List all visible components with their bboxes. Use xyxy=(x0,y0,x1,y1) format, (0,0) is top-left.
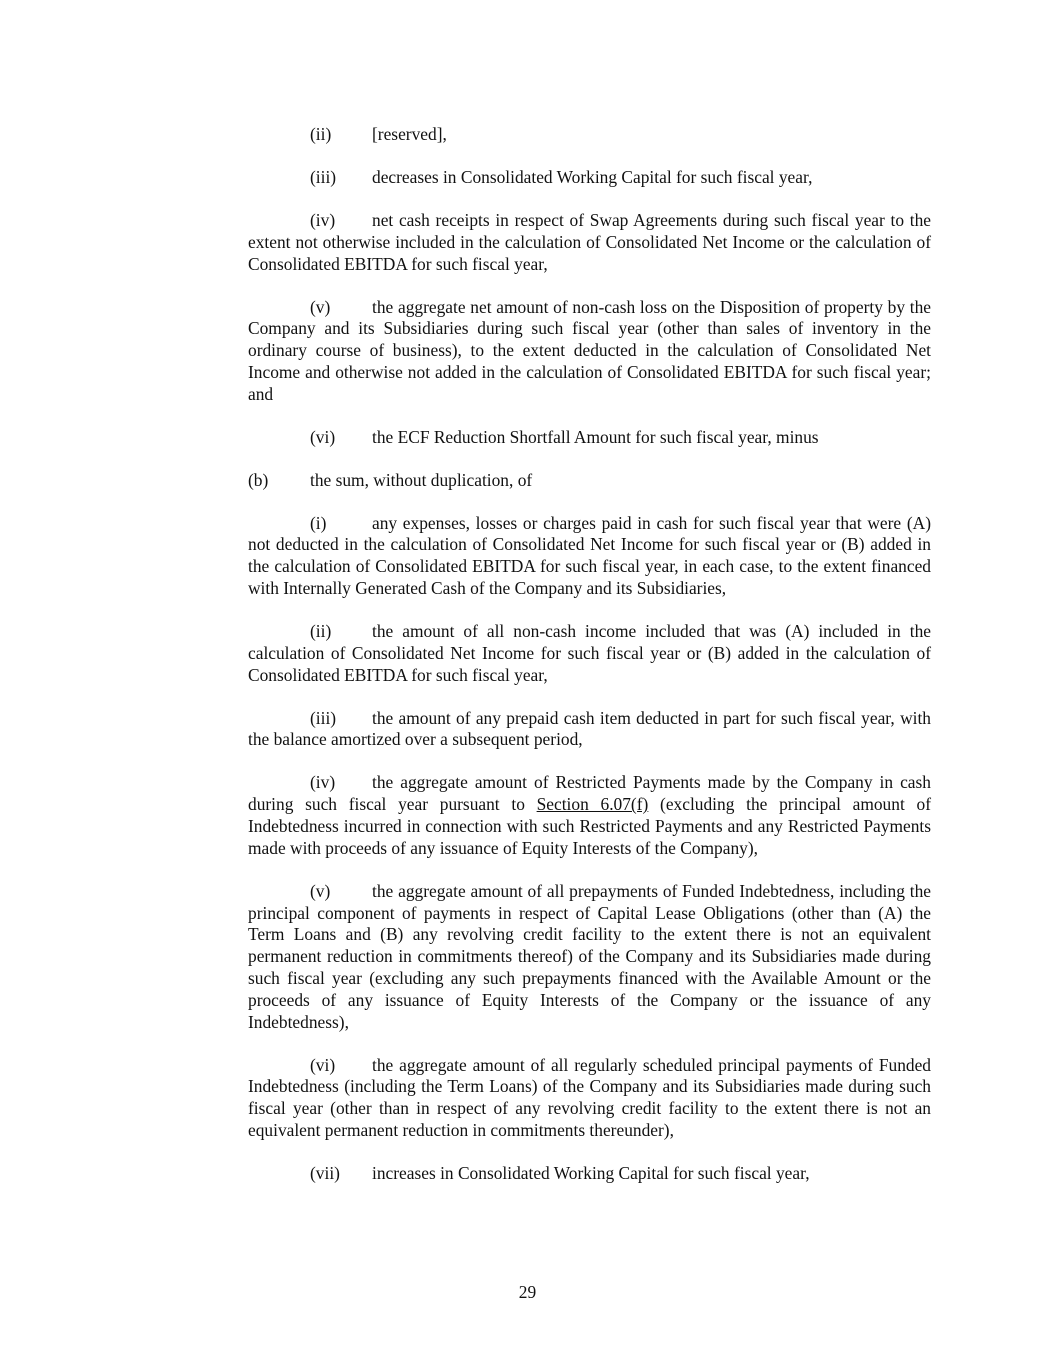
clause-number: (iv) xyxy=(310,772,336,793)
clause-text: the amount of any prepaid cash item deducted in part for such fiscal year, with the balance amortized over a subsequent period, xyxy=(248,707,931,750)
clause-text: decreases in Consolidated Working Capital for such fiscal year, xyxy=(372,166,813,187)
clause-text-after: (excluding the principal amount of Indebtedness incurred in connection with such Restricted Payments and any Restricted Payments made with proceeds of any issuance of Equity Interests of the Company), xyxy=(248,794,931,858)
clause-b-vii xyxy=(248,1163,931,1185)
clause-text: increases in Consolidated Working Capital for such fiscal year, xyxy=(372,1162,810,1183)
clause-text: [reserved], xyxy=(372,124,447,144)
clause-text: any expenses, losses or charges paid in cash for such fiscal year that were (A) not deducted in the calculation of Consolidated Net Income for such fiscal year or (B) added in the calculation of Consolidated EBITDA for such fiscal year, in each case, to the extent financed with Internally Generated Cash of the Company and its Subsidiaries, xyxy=(248,512,931,599)
clause-text: the sum, without duplication, of xyxy=(310,469,533,490)
clause-text: the aggregate net amount of non-cash loss on the Disposition of property by the Company and its Subsidiaries during such fiscal year (other than sales of inventory in the ordinary course of business), to the extent deducted in the calculation of Consolidated Net Income and otherwise not added in the calculation of Consolidated EBITDA for such fiscal year; and xyxy=(248,296,931,404)
clause-b-i xyxy=(248,513,931,600)
clause-number: (iv) xyxy=(310,209,336,230)
clause-b-v xyxy=(248,881,931,1034)
clause-text: the aggregate amount of all regularly scheduled principal payments of Funded Indebtedness (including the Term Loans) of the Company and its Subsidiaries made during such fiscal year (other than in respect of any revolving credit facility to the extent there is not an equivalent permanent reduction in commitments thereunder), xyxy=(248,1054,931,1140)
clause-a-ii xyxy=(248,124,931,146)
clause-number: (v) xyxy=(310,296,331,317)
clause-number: (ii) xyxy=(310,621,332,642)
clause-number: (vii) xyxy=(310,1162,340,1183)
clause-number: (b) xyxy=(248,469,269,490)
document-body xyxy=(248,124,931,1206)
clause-b xyxy=(248,470,931,492)
clause-text: the ECF Reduction Shortfall Amount for such fiscal year, minus xyxy=(372,426,819,447)
clause-text: the aggregate amount of all prepayments of Funded Indebtedness, including the principal component of payments in respect of Capital Lease Obligations (other than (A) the Term Loans and (B) any revolving credit facility to the extent there is not an equivalent permanent reduction in commitments thereof) of the Company and its Subsidiaries made during such fiscal year (excluding any such prepayments financed with the Available Amount or the proceeds of any issuance of Equity Interests of the Company or the issuance of any Indebtedness), xyxy=(248,880,931,1032)
clause-text-before: the aggregate amount of Restricted Payments made by the Company in cash during such fiscal year pursuant to xyxy=(248,772,931,815)
clause-number: (iii) xyxy=(310,707,337,728)
clause-number: (vi) xyxy=(310,426,336,447)
clause-number: (ii) xyxy=(310,124,332,144)
clause-a-iv xyxy=(248,210,931,275)
clause-a-vi xyxy=(248,427,931,449)
clause-number: (i) xyxy=(310,512,327,533)
clause-a-v xyxy=(248,297,931,406)
clause-b-iii xyxy=(248,708,931,752)
clause-number: (v) xyxy=(310,880,331,901)
section-reference-link[interactable]: Section 6.07(f) xyxy=(536,794,649,815)
clause-b-iv xyxy=(248,772,931,859)
clause-a-iii xyxy=(248,167,931,189)
clause-text: the amount of all non-cash income included that was (A) included in the calculation of Consolidated Net Income for such fiscal year or (B) added in the calculation of Consolidated EBITDA for such fiscal year, xyxy=(248,621,931,685)
clause-text: net cash receipts in respect of Swap Agreements during such fiscal year to the extent not otherwise included in the calculation of Consolidated Net Income or the calculation of Consolidated EBITDA for such fiscal year, xyxy=(248,209,931,274)
clause-b-ii xyxy=(248,621,931,686)
clause-b-vi xyxy=(248,1055,931,1142)
clause-number: (vi) xyxy=(310,1054,336,1075)
page-number: 29 xyxy=(518,1282,537,1302)
clause-number: (iii) xyxy=(310,166,337,187)
